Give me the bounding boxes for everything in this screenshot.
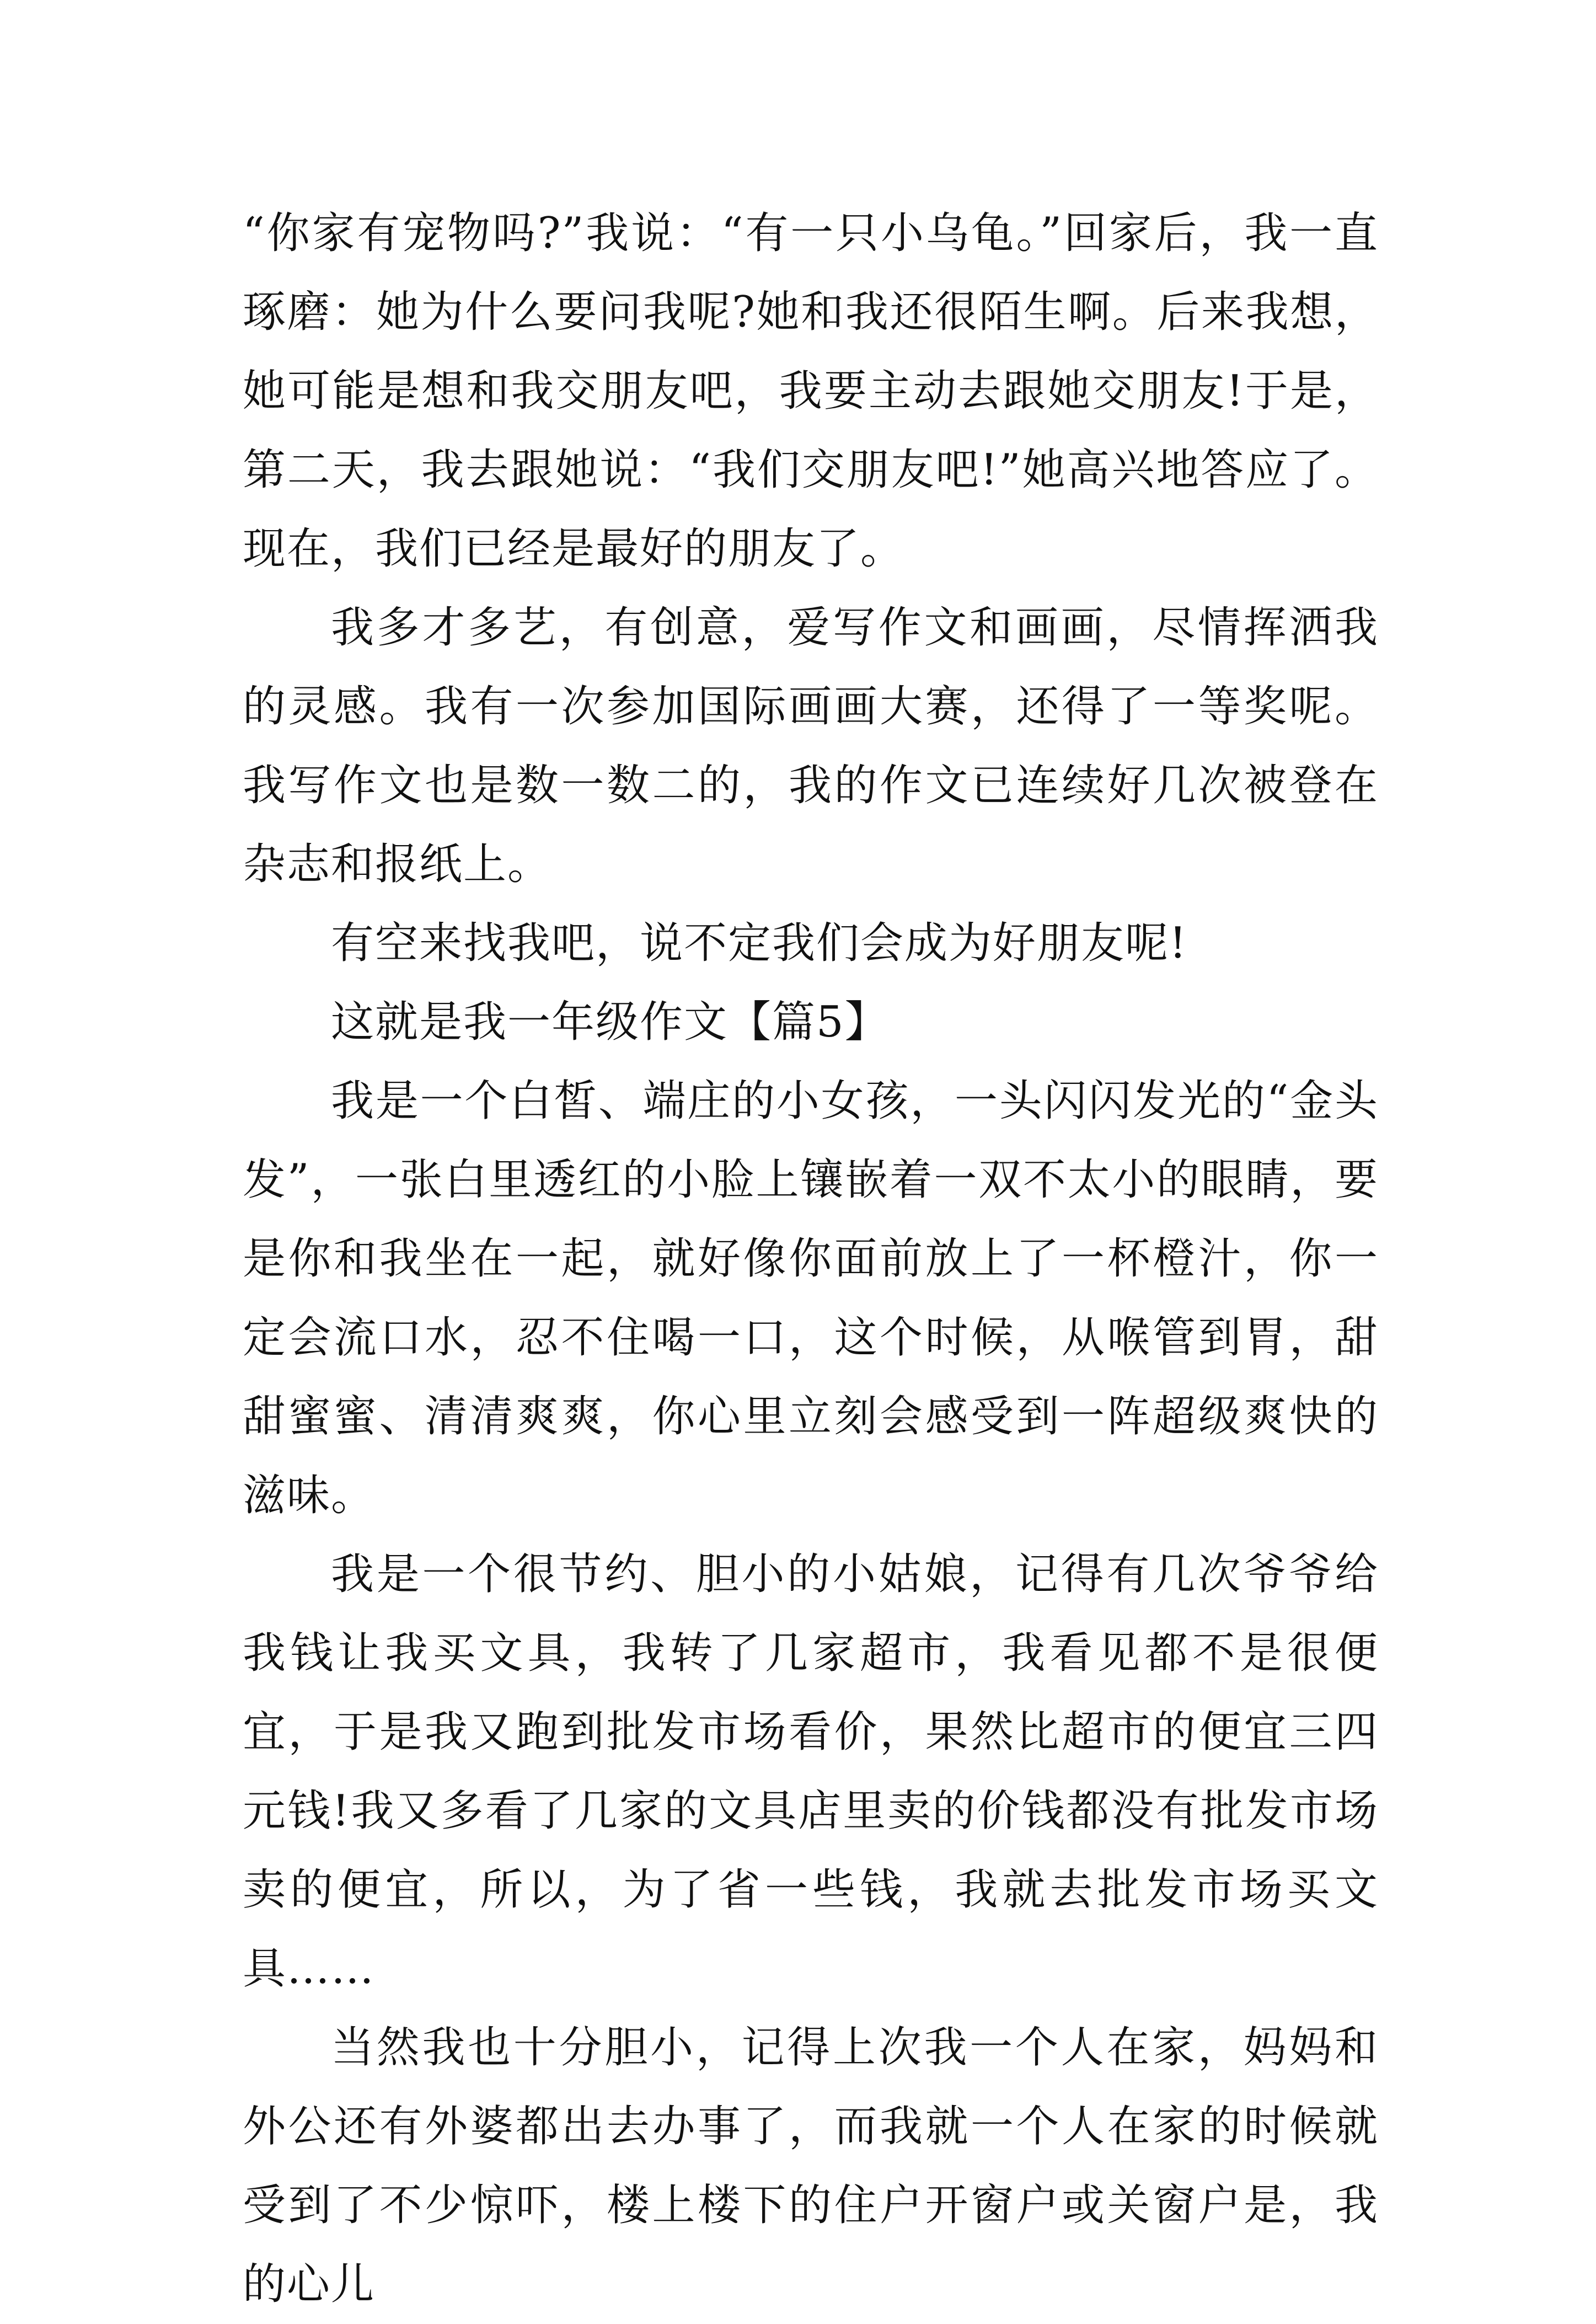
paragraph-1: “你家有宠物吗?”我说：“有一只小乌龟。”回家后，我一直琢磨：她为什么要问我呢?她和我还很陌生啊。后来我想，她可能是想和我交朋友吧，我要主动去跟她交朋友!于是，第二天，我去跟她说：“我们交朋友吧!”她高兴地答应了。现在，我们已经是最好的朋友了。 [243,209,1379,574]
paragraph-6: 当然我也十分胆小，记得上次我一个人在家，妈妈和外公还有外婆都出去办事了，而我就一个人在家的时候就受到了不少惊吓，楼上楼下的住户开窗户或关窗户是，我的心儿 [243,2023,1379,2309]
paragraph-3: 有空来找我吧，说不定我们会成为好朋友呢! [331,918,1188,968]
paragraph-4: 我是一个白皙、端庄的小女孩，一头闪闪发光的“金头发”，一张白里透红的小脸上镶嵌着一双不太小的眼睛，要是你和我坐在一起，就好像你面前放上了一杯橙汁，你一定会流口水，忍不住喝一口，这个时候，从喉管到胃，甜甜蜜蜜、清清爽爽，你心里立刻会感受到一阵超级爽快的滋味。 [243,1076,1379,1520]
section-heading: 这就是我一年级作文【篇5】 [331,997,889,1047]
document-body [243,194,1379,2324]
paragraph-5: 我是一个很节约、胆小的小姑娘，记得有几次爷爷给我钱让我买文具，我转了几家超市，我看见都不是很便宜，于是我又跑到批发市场看价，果然比超市的便宜三四元钱!我又多看了几家的文具店里卖的价钱都没有批发市场卖的便宜，所以，为了省一些钱，我就去批发市场买文具…… [243,1550,1379,1994]
paragraph-2: 我多才多艺，有创意，爱写作文和画画，尽情挥洒我的灵感。我有一次参加国际画画大赛，还得了一等奖呢。我写作文也是数一数二的，我的作文已连续好几次被登在杂志和报纸上。 [243,603,1379,889]
